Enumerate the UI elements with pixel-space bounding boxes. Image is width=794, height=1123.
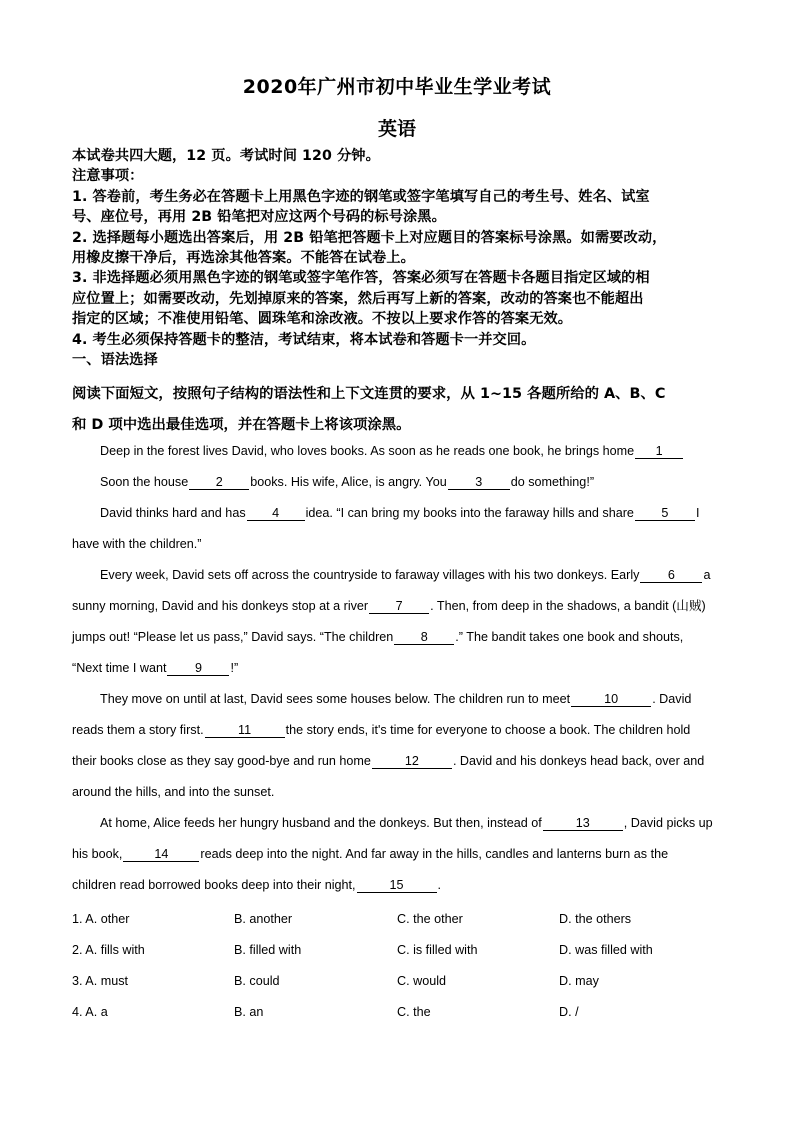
passage-text: , David picks up <box>623 816 713 830</box>
answer-blank: 3 <box>448 475 510 490</box>
passage-text: sunny morning, David and his donkeys stop at a river <box>72 599 369 613</box>
passage-line <box>100 566 710 584</box>
passage-line <box>100 504 699 522</box>
passage-line <box>72 721 690 739</box>
instruction-line: 和 D 项中选出最佳选项，并在答题卡上将该项涂黑。 <box>72 417 411 433</box>
passage-text: . Then, from deep in the shadows, a bandit (山贼) <box>430 599 706 613</box>
passage-line <box>72 845 668 863</box>
option-d: D. / <box>559 1005 579 1019</box>
option-d: D. may <box>559 974 599 988</box>
passage-text: a <box>703 568 711 582</box>
passage-text: “Next time I want <box>72 661 167 675</box>
passage-line <box>100 442 684 460</box>
notes-line: 2. 选择题每小题选出答案后，用 2B 铅笔把答题卡上对应题目的答案标号涂黑。如需要改动， <box>72 229 667 246</box>
option-b: B. another <box>234 912 293 926</box>
passage-line <box>100 814 713 832</box>
answer-blank: 4 <box>247 506 305 521</box>
option-c: C. the other <box>397 912 463 926</box>
notes-line: 应位置上；如需要改动，先划掉原来的答案，然后再写上新的答案，改动的答案也不能超出 <box>72 290 644 307</box>
passage-line <box>72 752 704 770</box>
passage-text: David thinks hard and has <box>100 506 246 520</box>
passage-text: jumps out! “Please let us pass,” David says. “The children <box>72 630 394 644</box>
option-row <box>72 910 722 928</box>
option-c: C. is filled with <box>397 943 478 957</box>
option-b: B. could <box>234 974 280 988</box>
passage-text: They move on until at last, David sees some houses below. The children run to meet <box>100 692 571 706</box>
passage-text: . <box>437 878 442 892</box>
section-heading: 一、语法选择 <box>72 352 158 369</box>
passage-text: children read borrowed books deep into their night, <box>72 878 356 892</box>
passage-line <box>72 597 706 615</box>
passage-line <box>100 473 594 491</box>
answer-blank: 1 <box>635 444 683 459</box>
answer-blank: 11 <box>205 723 285 738</box>
passage-text: idea. “I can bring my books into the faraway hills and share <box>305 506 634 520</box>
exam-title: 2020年广州市初中毕业生学业考试 <box>242 76 552 98</box>
option-b: B. an <box>234 1005 264 1019</box>
passage-text: At home, Alice feeds her hungry husband and the donkeys. But then, instead of <box>100 816 542 830</box>
option-b: B. filled with <box>234 943 302 957</box>
answer-blank: 7 <box>369 599 429 614</box>
answer-blank: 13 <box>543 816 623 831</box>
passage-line <box>72 628 683 646</box>
passage-text: reads them a story first. <box>72 723 204 737</box>
passage-text: . David and his donkeys head back, over and <box>452 754 705 768</box>
passage-text: . David <box>652 692 692 706</box>
notes-line: 3. 非选择题必须用黑色字迹的钢笔或签字笔作答，答案必须写在答题卡各题目指定区域的相 <box>72 270 650 287</box>
passage-text: his book, <box>72 847 123 861</box>
notes-line: 注意事项： <box>72 168 144 185</box>
passage-line <box>72 535 202 553</box>
option-a: 4. A. a <box>72 1005 108 1019</box>
option-a: 1. A. other <box>72 912 130 926</box>
option-a: 2. A. fills with <box>72 943 145 957</box>
exam-subject: 英语 <box>377 118 416 140</box>
option-c: C. would <box>397 974 446 988</box>
passage-text: reads deep into the night. And far away in the hills, candles and lanterns burn as the <box>200 847 669 861</box>
answer-blank: 6 <box>640 568 702 583</box>
passage-text: do something!” <box>510 475 595 489</box>
notes-line: 4. 考生必须保持答题卡的整洁，考试结束，将本试卷和答题卡一并交回。 <box>72 331 536 348</box>
notes-line: 1. 答卷前，考生务必在答题卡上用黑色字迹的钢笔或签字笔填写自己的考生号、姓名、试室 <box>72 188 650 205</box>
exam-notes <box>72 146 722 370</box>
answer-blank: 15 <box>357 878 437 893</box>
passage-line <box>72 876 441 894</box>
passage-text: books. His wife, Alice, is angry. You <box>250 475 447 489</box>
answer-blank: 10 <box>571 692 651 707</box>
option-d: D. the others <box>559 912 632 926</box>
passage-text: Every week, David sets off across the countryside to faraway villages with his two donkeys. Early <box>100 568 640 582</box>
answer-blank: 8 <box>394 630 454 645</box>
notes-line: 指定的区域；不准使用铅笔、圆珠笔和涂改液。不按以上要求作答的答案无效。 <box>72 311 573 328</box>
passage-text: around the hills, and into the sunset. <box>72 785 275 799</box>
passage-text: the story ends, it's time for everyone to choose a book. The children hold <box>285 723 691 737</box>
option-row <box>72 972 722 990</box>
passage-text: Soon the house <box>100 475 189 489</box>
section-instructions <box>72 383 722 445</box>
answer-blank: 5 <box>635 506 695 521</box>
option-row <box>72 1003 722 1021</box>
passage-line <box>72 659 238 677</box>
notes-line: 号、座位号，再用 2B 铅笔把对应这两个号码的标号涂黑。 <box>72 209 446 226</box>
answer-blank: 9 <box>167 661 229 676</box>
notes-line: 本试卷共四大题，12 页。考试时间 120 分钟。 <box>72 148 380 164</box>
passage-line <box>100 690 691 708</box>
option-c: C. the <box>397 1005 431 1019</box>
passage-text: I <box>695 506 700 520</box>
option-d: D. was filled with <box>559 943 653 957</box>
passage-text: Deep in the forest lives David, who loves books. As soon as he reads one book, he brings home <box>100 444 635 458</box>
answer-blank: 2 <box>189 475 249 490</box>
answer-blank: 12 <box>372 754 452 769</box>
instruction-line: 阅读下面短文，按照句子结构的语法性和上下文连贯的要求，从 1~15 各题所给的 A、B、C <box>72 386 666 402</box>
answer-blank: 14 <box>123 847 199 862</box>
passage-text: !” <box>230 661 239 675</box>
passage-text: have with the children.” <box>72 537 202 551</box>
passage-text: their books close as they say good-bye and run home <box>72 754 371 768</box>
passage-text: .” The bandit takes one book and shouts, <box>455 630 684 644</box>
option-row <box>72 941 722 959</box>
passage-line <box>72 783 274 801</box>
notes-line: 用橡皮擦干净后，再选涂其他答案。不能答在试卷上。 <box>72 250 415 267</box>
option-a: 3. A. must <box>72 974 128 988</box>
